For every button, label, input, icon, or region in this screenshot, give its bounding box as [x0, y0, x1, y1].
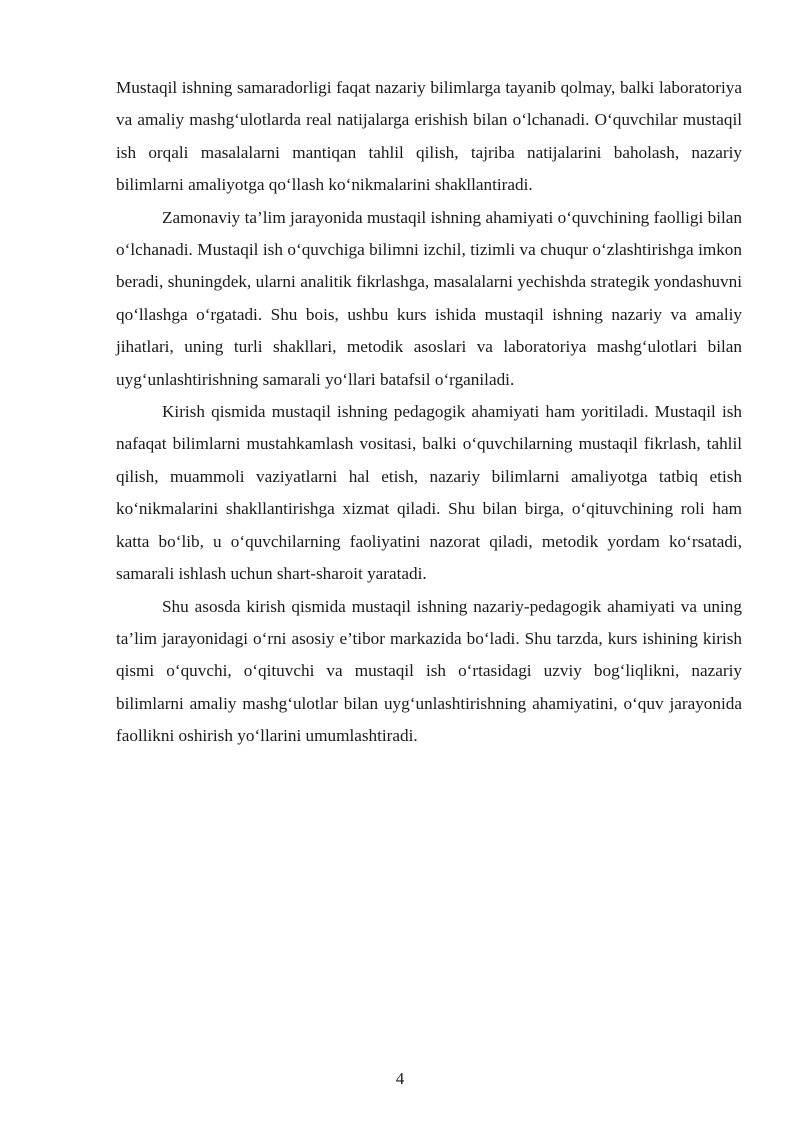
- page-number: 4: [395, 1069, 405, 1088]
- paragraph: Kirish qismida mustaqil ishning pedagogik ahamiyati ham yoritiladi. Mustaqil ish nafaqat bilimlarni mustahkamlash vositasi, balki o‘quvchilarning mustaqil fikrlash, tahlil qilish, muammoli vaziyatlarni hal etish, nazariy bilimlarni amaliyotga tatbiq etish ko‘nikmalarini shakllantirishga xizmat qiladi. Shu bilan birga, o‘qituvchining roli ham katta bo‘lib, u o‘quvchilarning faoliyatini nazorat qiladi, metodik yordam ko‘rsatadi, samarali ishlash uchun shart-sharoit yaratadi.: [116, 402, 742, 584]
- paragraph: Shu asosda kirish qismida mustaqil ishning nazariy-pedagogik ahamiyati va uning ta’lim jarayonidagi o‘rni asosiy e’tibor markazida bo‘ladi. Shu tarzda, kurs ishining kirish qismi o‘quvchi, o‘qituvchi va mustaqil ish o‘rtasidagi uzviy bog‘liqlikni, nazariy bilimlarni amaliy mashg‘ulotlar bilan uyg‘unlashtirishning ahamiyatini, o‘quv jarayonida faollikni oshirish yo‘llarini umumlashtiradi.: [116, 596, 742, 746]
- paragraph: Zamonaviy ta’lim jarayonida mustaqil ishning ahamiyati o‘quvchining faolligi bilan o‘lchanadi. Mustaqil ish o‘quvchiga bilimni izchil, tizimli va chuqur o‘zlashtirishga imkon beradi, shuningdek, ularni analitik fikrlashga, masalalarni yechishda strategik yondashuvni qo‘llashga o‘rgatadi. Shu bois, ushbu kurs ishida mustaqil ishning nazariy va amaliy jihatlari, uning turli shakllari, metodik asoslari va laboratoriya mashg‘ulotlari bilan uyg‘unlashtirishning samarali yo‘llari batafsil o‘rganiladi.: [116, 207, 742, 389]
- body-text: [116, 72, 742, 753]
- paragraph: Mustaqil ishning samaradorligi faqat nazariy bilimlarga tayanib qolmay, balki laboratoriya va amaliy mashg‘ulotlarda real natijalarga erishish bilan o‘lchanadi. O‘quvchilar mustaqil ish orqali masalalarni mantiqan tahlil qilish, tajriba natijalarini baholash, nazariy bilimlarni amaliyotga qo‘llash ko‘nikmalarini shakllantiradi.: [116, 78, 742, 195]
